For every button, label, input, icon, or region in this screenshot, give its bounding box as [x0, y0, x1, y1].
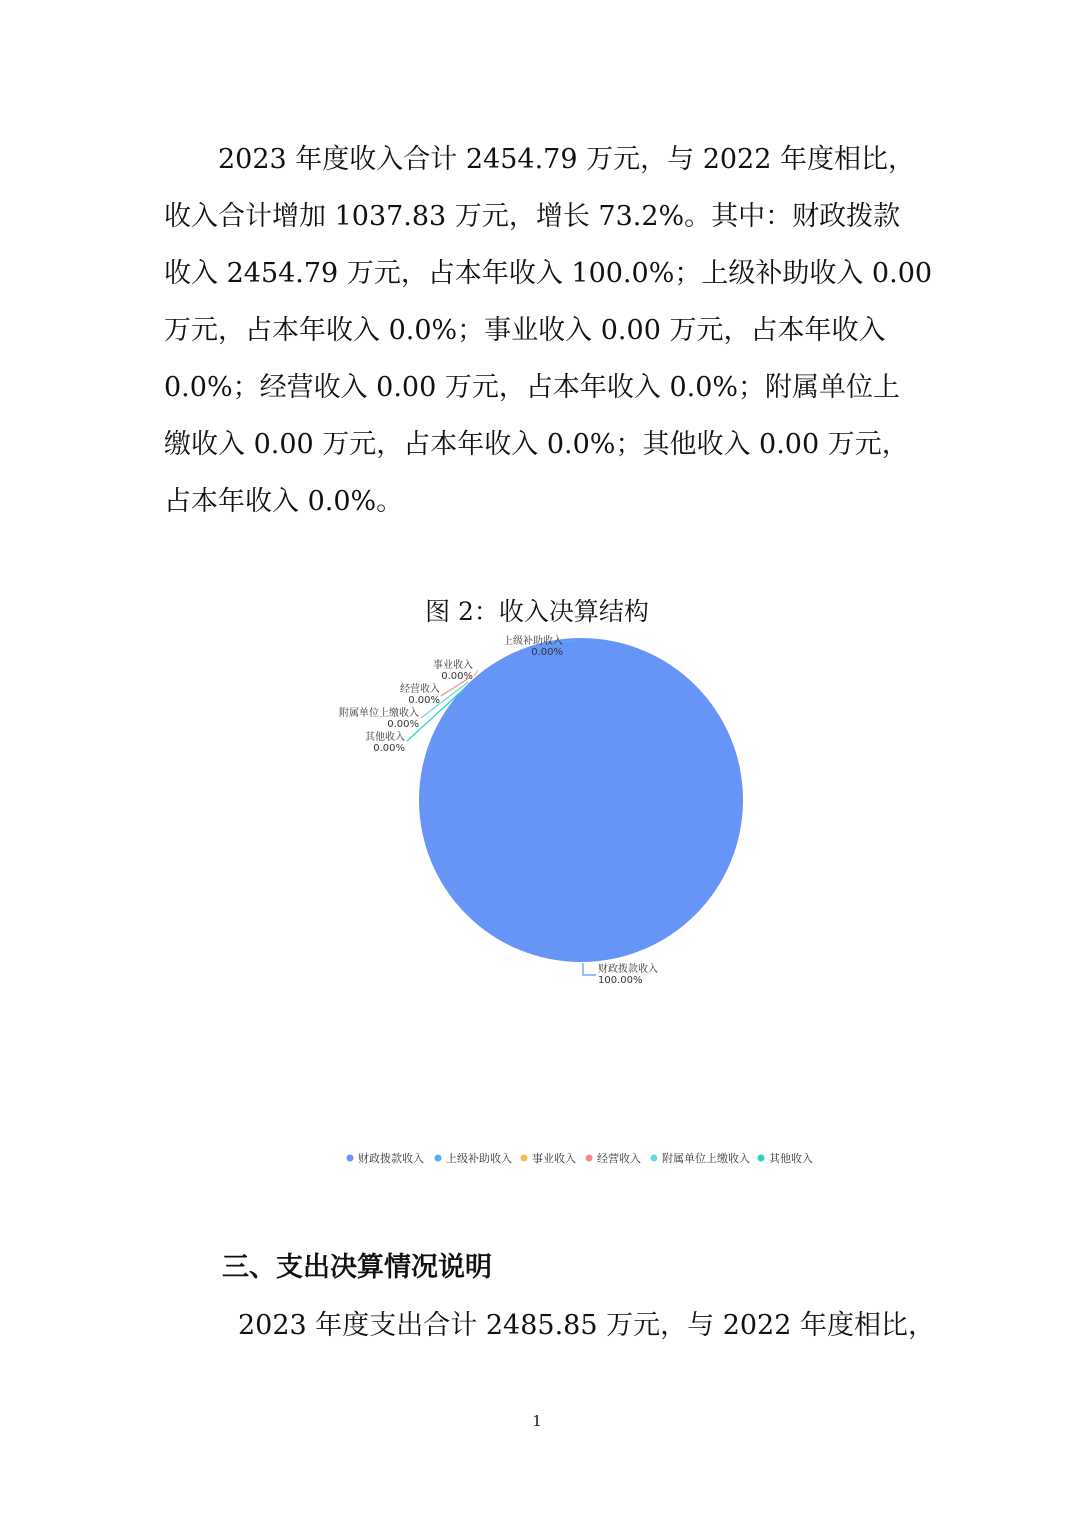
- slice-name-label-slice-3: 经营收入: [400, 684, 440, 695]
- slice-value-label-slice-5: 0.00%: [373, 743, 405, 754]
- legend-label-slice-1: 上级补助收入: [446, 1152, 512, 1165]
- legend-marker-slice-3: [586, 1155, 593, 1162]
- legend-label-slice-0: 财政拨款收入: [358, 1152, 424, 1165]
- chart-title: 图 2：收入决算结构: [425, 597, 649, 626]
- paragraph-line: 2023 年度收入合计 2454.79 万元，与 2022 年度相比，: [218, 144, 915, 175]
- pie-slice-slice-0: [419, 638, 743, 962]
- legend-label-slice-3: 经营收入: [597, 1152, 641, 1165]
- expenditure-summary-paragraph: 2023 年度支出合计 2485.85 万元，与 2022 年度相比，: [238, 1310, 935, 1341]
- slice-value-label-slice-3: 0.00%: [408, 695, 440, 706]
- legend-marker-slice-0: [347, 1155, 354, 1162]
- slice-value-label-slice-2: 0.00%: [441, 671, 473, 682]
- paragraph-line: 收入合计增加 1037.83 万元，增长 73.2%。其中：财政拨款: [164, 201, 901, 232]
- leader-line-slice-2: [474, 670, 478, 676]
- slice-value-label-slice-4: 0.00%: [387, 719, 419, 730]
- legend-label-slice-2: 事业收入: [532, 1152, 576, 1165]
- income-structure-pie-chart: [0, 620, 1074, 1180]
- legend-marker-slice-5: [758, 1155, 765, 1162]
- slice-name-label-slice-0: 财政拨款收入: [598, 964, 658, 975]
- leader-line-slice-0: [583, 963, 596, 975]
- paragraph-line: 0.0%；经营收入 0.00 万元，占本年收入 0.0%；附属单位上: [164, 372, 901, 403]
- slice-value-label-slice-1: 0.00%: [531, 647, 563, 658]
- paragraph-line: 万元，占本年收入 0.0%；事业收入 0.00 万元，占本年收入: [164, 315, 886, 346]
- paragraph-line: 占本年收入 0.0%。: [164, 486, 404, 517]
- legend-marker-slice-4: [651, 1155, 658, 1162]
- page-number: 1: [532, 1412, 542, 1430]
- slice-value-label-slice-0: 100.00%: [598, 975, 643, 986]
- slice-name-label-slice-2: 事业收入: [433, 660, 473, 671]
- legend-marker-slice-1: [435, 1155, 442, 1162]
- legend-marker-slice-2: [521, 1155, 528, 1162]
- paragraph-line: 收入 2454.79 万元，占本年收入 100.0%；上级补助收入 0.00: [164, 258, 933, 289]
- section-heading: 三、支出决算情况说明: [222, 1252, 492, 1283]
- paragraph-line: 缴收入 0.00 万元，占本年收入 0.0%；其他收入 0.00 万元，: [164, 429, 909, 460]
- slice-name-label-slice-5: 其他收入: [365, 732, 405, 743]
- income-summary-paragraph: [164, 140, 933, 539]
- legend-label-slice-5: 其他收入: [769, 1152, 813, 1165]
- slice-name-label-slice-1: 上级补助收入: [503, 636, 563, 647]
- slice-name-label-slice-4: 附属单位上缴收入: [339, 708, 419, 719]
- legend-label-slice-4: 附属单位上缴收入: [662, 1152, 750, 1165]
